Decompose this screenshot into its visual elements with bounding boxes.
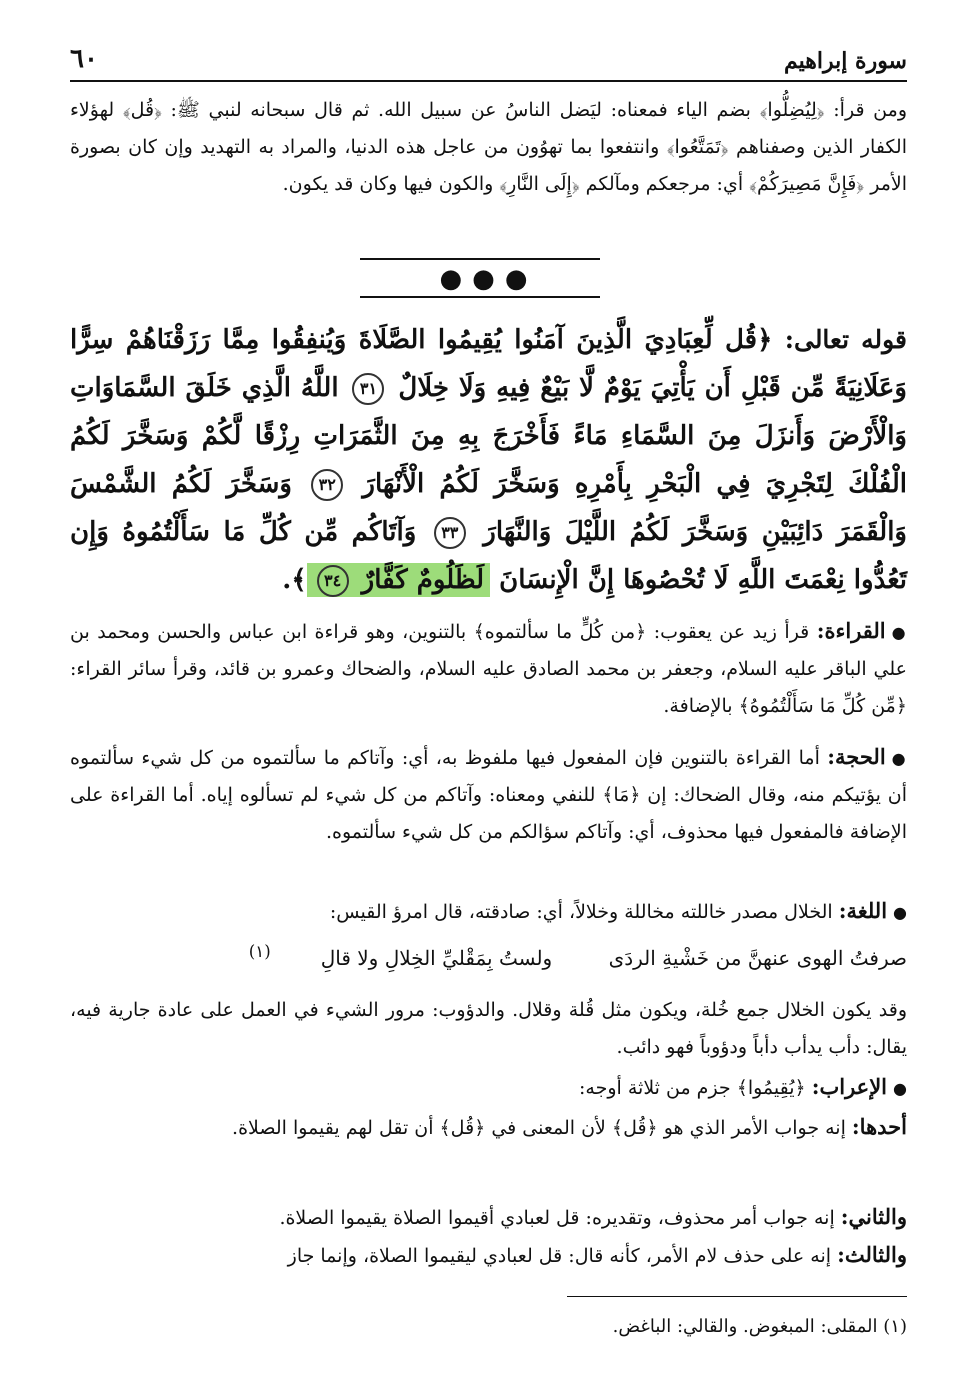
bullet-icon: ● xyxy=(891,749,907,768)
irab-first-title: أحدها: xyxy=(851,1114,907,1139)
irab-second-title: والثاني: xyxy=(840,1204,907,1229)
irab-first xyxy=(70,1108,907,1147)
divider-bottom xyxy=(360,296,600,298)
ayah-number-32: ٣٢ xyxy=(311,469,343,501)
irab-third xyxy=(70,1236,907,1275)
intro-paragraph xyxy=(70,92,907,203)
irab-first-text: إنه جواب الأمر الذي هو ﴿قُل﴾ لأن المعنى في ﴿قُل﴾ أن تقل لهم يقيموا الصلاة. xyxy=(232,1117,846,1139)
footnote: (١) المقلى: المبغوض. والقالي: الباغض. xyxy=(612,1316,907,1337)
bullet-icon: ● xyxy=(893,1079,907,1098)
section-text-qiraa: قرأ زيد عن يعقوب: ﴿من كُلٍّ ما سألتموه﴾ بالتنوين، وهو قراءة ابن عباس والحسن ومحمد بن علي الباقر عليه السلام، وجعفر بن محمد الصادق عليه السلام، والضحاك وعمرو بن قائد، وقرأ سائر القراء: ﴿مِّن كُلِّ مَا سَأَلْتُمُوهُ﴾ بالإضافة. xyxy=(70,621,907,717)
verse-part-4: وَآتَاكُم مِّن كُلِّ مَا سَأَلْتُمُوهُ وَإِن تَعُدُّوا نِعْمَتَ اللَّهِ لَا تُحْصُوهَا إِنَّ الْإِنسَانَ xyxy=(70,517,907,595)
section-title-lugha: اللغة: xyxy=(838,898,888,923)
footnote-reference[interactable]: (١) xyxy=(248,942,271,961)
verse-close: ﴾. xyxy=(282,565,307,595)
ayah-number-34: ٣٤ xyxy=(317,565,349,597)
verse-part-3: وَسَخَّرَ لَكُمُ الشَّمْسَ وَالْقَمَرَ دَائِبَيْنِ وَسَخَّرَ لَكُمُ اللَّيْلَ وَالنَّهَارَ xyxy=(70,469,907,547)
page-header xyxy=(70,38,907,82)
separator-dots: ●●● xyxy=(439,264,538,294)
irab-third-text: إنه على حذف لام الأمر، كأنه قال: قل لعبادي ليقيموا الصلاة، وإنما جاز xyxy=(287,1245,832,1267)
section-irab xyxy=(70,1068,907,1107)
irab-second-text: إنه جواب أمر محذوف، وتقديره: قل لعبادي أقيموا الصلاة يقيموا الصلاة. xyxy=(279,1207,835,1229)
surah-title: سورة إبراهيم xyxy=(784,48,907,74)
quran-verse-block xyxy=(70,316,907,604)
lugha-continued-text: وقد يكون الخلال جمع خُلة، ويكون مثل قُلة وقلال. والدؤوب: مرور الشيء في العمل على عادة جارية فيه، يقال: دأب يدأب دأباً ودؤوباً فهو دائب. xyxy=(70,999,907,1058)
highlight-text: لَظَلُومٌ كَفَّارٌ xyxy=(361,565,485,595)
verse-lead: قوله تعالى: xyxy=(784,325,907,354)
section-text-lugha: الخلال مصدر خاللته مخاللة وخلالاً، أي: صادقته، قال امرؤ القيس: xyxy=(329,901,833,923)
verse-part-2: اللَّهُ الَّذِي خَلَقَ السَّمَاوَاتِ وَالْأَرْضَ وَأَنزَلَ مِنَ السَّمَاءِ مَاءً فَأَخْرَجَ بِهِ مِنَ الثَّمَرَاتِ رِزْقًا لَّكُمْ وَسَخَّرَ لَكُمُ الْفُلْكَ لِتَجْرِيَ فِي الْبَحْرِ بِأَمْرِهِ وَسَخَّرَ لَكُمُ الْأَنْهَارَ xyxy=(70,373,907,499)
footnote-rule xyxy=(567,1296,907,1297)
bullet-icon: ● xyxy=(893,903,907,922)
ayah-number-31: ٣١ xyxy=(352,373,384,405)
section-title-irab: الإعراب: xyxy=(811,1074,888,1099)
section-hujja xyxy=(70,738,907,851)
section-title-qiraa: القراءة: xyxy=(816,618,886,643)
ayah-number-33: ٣٣ xyxy=(434,517,466,549)
section-lugha-continued xyxy=(70,992,907,1066)
verse-part-1: ﴿قُل لِّعِبَادِيَ الَّذِينَ آمَنُوا يُقِيمُوا الصَّلَاةَ وَيُنفِقُوا مِمَّا رَزَقْنَاهُمْ سِرًّا وَعَلَانِيَةً مِّن قَبْلِ أَن يَأْتِيَ يَوْمٌ لَّا بَيْعٌ فِيهِ وَلَا خِلَالٌ xyxy=(70,325,907,403)
irab-third-title: والثالث: xyxy=(837,1242,907,1267)
poem-first-hemistich: صرفتُ الهوى عنهنَّ من خَشْيةِ الردَى xyxy=(608,945,907,970)
intro-text: ومن قرأ: ﴿لِيُضِلُّوا﴾ بضم الياء فمعناه: ليَضل الناسُ عن سبيل الله. ثم قال سبحانه لنبي ﷺ: ﴿قُل﴾ لهؤلاء الكفار الذين وصفناهم ﴿تَمَتَّعُوا﴾ وانتفعوا بما تهوُون من عاجل هذه الدنيا، والمراد به التهديد وإن كان بصورة الأمر ﴿فَإِنَّ مَصِيرَكُمْ﴾ أي: مرجعكم ومآلكم ﴿إِلَى النَّارِ﴾ والكون فيها وكان قد يكون. xyxy=(70,99,907,195)
section-title-hujja: الحجة: xyxy=(827,744,886,769)
poem-second-hemistich xyxy=(249,932,552,978)
divider-top xyxy=(360,258,600,260)
bullet-icon: ● xyxy=(891,623,908,642)
section-lugha xyxy=(70,892,907,931)
page-number: ٦٠ xyxy=(70,44,98,74)
section-qiraa xyxy=(70,612,907,725)
irab-second xyxy=(70,1198,907,1237)
poem-second-text: ولستُ بِمَقْليِّ الخِلالِ ولا قالِ xyxy=(320,945,553,970)
section-text-irab: ﴿يُقِيمُوا﴾ جزم من ثلاثة أوجه: xyxy=(579,1077,806,1099)
poem-verse xyxy=(70,932,907,978)
highlighted-phrase xyxy=(307,563,491,597)
section-text-hujja: أما القراءة بالتنوين فإن المفعول فيها ملفوظ به، أي: وآتاكم ما سألتموه من كل شيء سألتموه أن يؤتيكم منه، وقال الضحاك: إن ﴿مَا﴾ للنفي ومعناه: وآتاكم من كل شيء لم تسألوه إياه. أما القراءة على الإضافة فالمفعول فيها محذوف، أي: وآتاكم سؤالكم من كل شيء سألتموه. xyxy=(70,747,907,843)
